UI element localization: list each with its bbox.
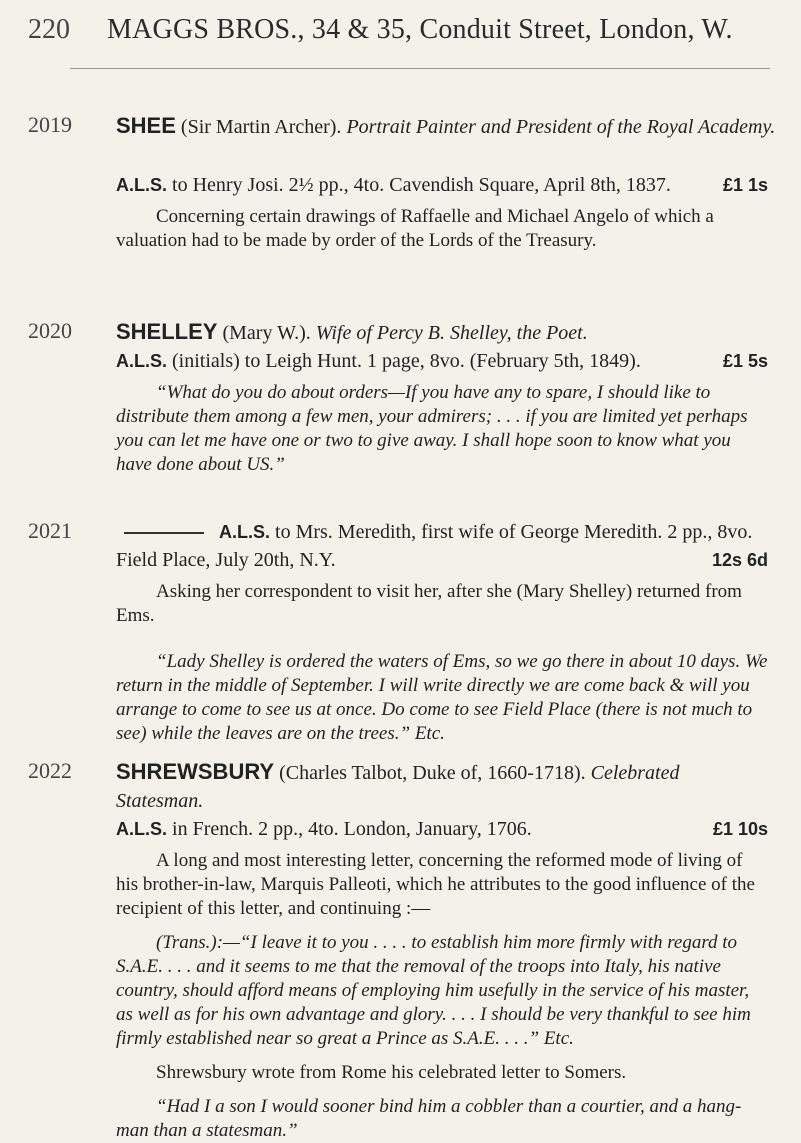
- als-label: A.L.S.: [116, 175, 168, 195]
- entry-detail: (initials) to Leigh Hunt. 1 page, 8vo. (February 5th, 1849).: [172, 350, 641, 372]
- price: 12s 6d: [711, 550, 768, 570]
- entry-paragraph: A long and most interesting letter, concerning the reformed mode of living of his brother-in-law, Marquis Palleoti, which he attributes to the good influence of the recipient of this letter, and continuing :—: [116, 850, 755, 919]
- entry-description: Portrait Painter and President of the Royal Academy.: [346, 116, 776, 138]
- entry-paragraph: “What do you do about orders—If you have any to spare, I should like to distribute them among a few men, your admirers; . . . if you are limited yet perhaps you can let me have one or two to give away. I shall hope soon to know what you have done about US.”: [116, 382, 748, 475]
- page-title: MAGGS BROS., 34 & 35, Conduit Street, London, W.: [107, 14, 733, 45]
- lot-number: 2019: [28, 112, 72, 137]
- entry-name: SHEE: [116, 113, 176, 138]
- entry-detail: to Henry Josi. 2½ pp., 4to. Cavendish Square, April 8th, 1837.: [172, 174, 671, 196]
- entry-paragraph: “Lady Shelley is ordered the waters of Ems, so we go there in about 10 days. We return in the middle of September. I will write directly we are come back & will you arrange to come to see us at once. Do come to see Field Place (there is not much to see) while the leaves are on the trees.” Etc.: [116, 651, 768, 744]
- price: £1 10s: [712, 819, 768, 839]
- entry-name: SHREWSBURY: [116, 759, 275, 784]
- page-header: [28, 14, 768, 54]
- price: £1 1s: [722, 175, 768, 195]
- ditto-dash: [124, 532, 204, 534]
- price: £1 5s: [722, 351, 768, 371]
- als-label: A.L.S.: [219, 522, 271, 542]
- entry-paragraph: Shrewsbury wrote from Rome his celebrated letter to Somers.: [156, 1062, 627, 1083]
- entry-detail: to Mrs. Meredith, first wife of George Meredith. 2 pp., 8vo. Field Place, July 20th, N.Y.: [116, 521, 753, 571]
- entry-detail: in French. 2 pp., 4to. London, January, 1706.: [172, 818, 532, 840]
- entry-paragraph: Concerning certain drawings of Raffaelle and Michael Angelo of which a valuation had to be made by order of the Lords of the Treasury.: [116, 206, 714, 251]
- entry-paragraph: Asking her correspondent to visit her, after she (Mary Shelley) returned from Ems.: [116, 581, 742, 626]
- entry-name-suffix: (Mary W.).: [222, 322, 311, 344]
- lot-number: 2022: [28, 758, 72, 783]
- als-label: A.L.S.: [116, 351, 168, 371]
- entry-paragraph: (Trans.):—“I leave it to you . . . . to establish him more firmly with regard to S.A.E. . . . and it seems to me that the removal of the troops into Italy, his native country, should afford means of employing him usefully in the service of his master, as well as for his own advantage and glory. . . . I should be very thankful to see him firmly established near so great a Prince as S.A.E. . . .” Etc.: [116, 932, 751, 1049]
- entry-name-suffix: (Charles Talbot, Duke of, 1660-1718).: [279, 762, 586, 784]
- entry-name: SHELLEY: [116, 319, 218, 344]
- entry-description: Celebrated Statesman.: [116, 762, 680, 812]
- header-rule: [70, 68, 770, 69]
- entry-description: Wife of Percy B. Shelley, the Poet.: [315, 322, 588, 344]
- entry-name-suffix: (Sir Martin Archer).: [180, 116, 342, 138]
- lot-number: 2021: [28, 518, 72, 543]
- als-label: A.L.S.: [116, 819, 168, 839]
- entry-paragraph: “Had I a son I would sooner bind him a cobbler than a courtier, and a hang-man than a statesman.”: [116, 1096, 742, 1141]
- page-number: 220: [28, 14, 70, 45]
- lot-number: 2020: [28, 318, 72, 343]
